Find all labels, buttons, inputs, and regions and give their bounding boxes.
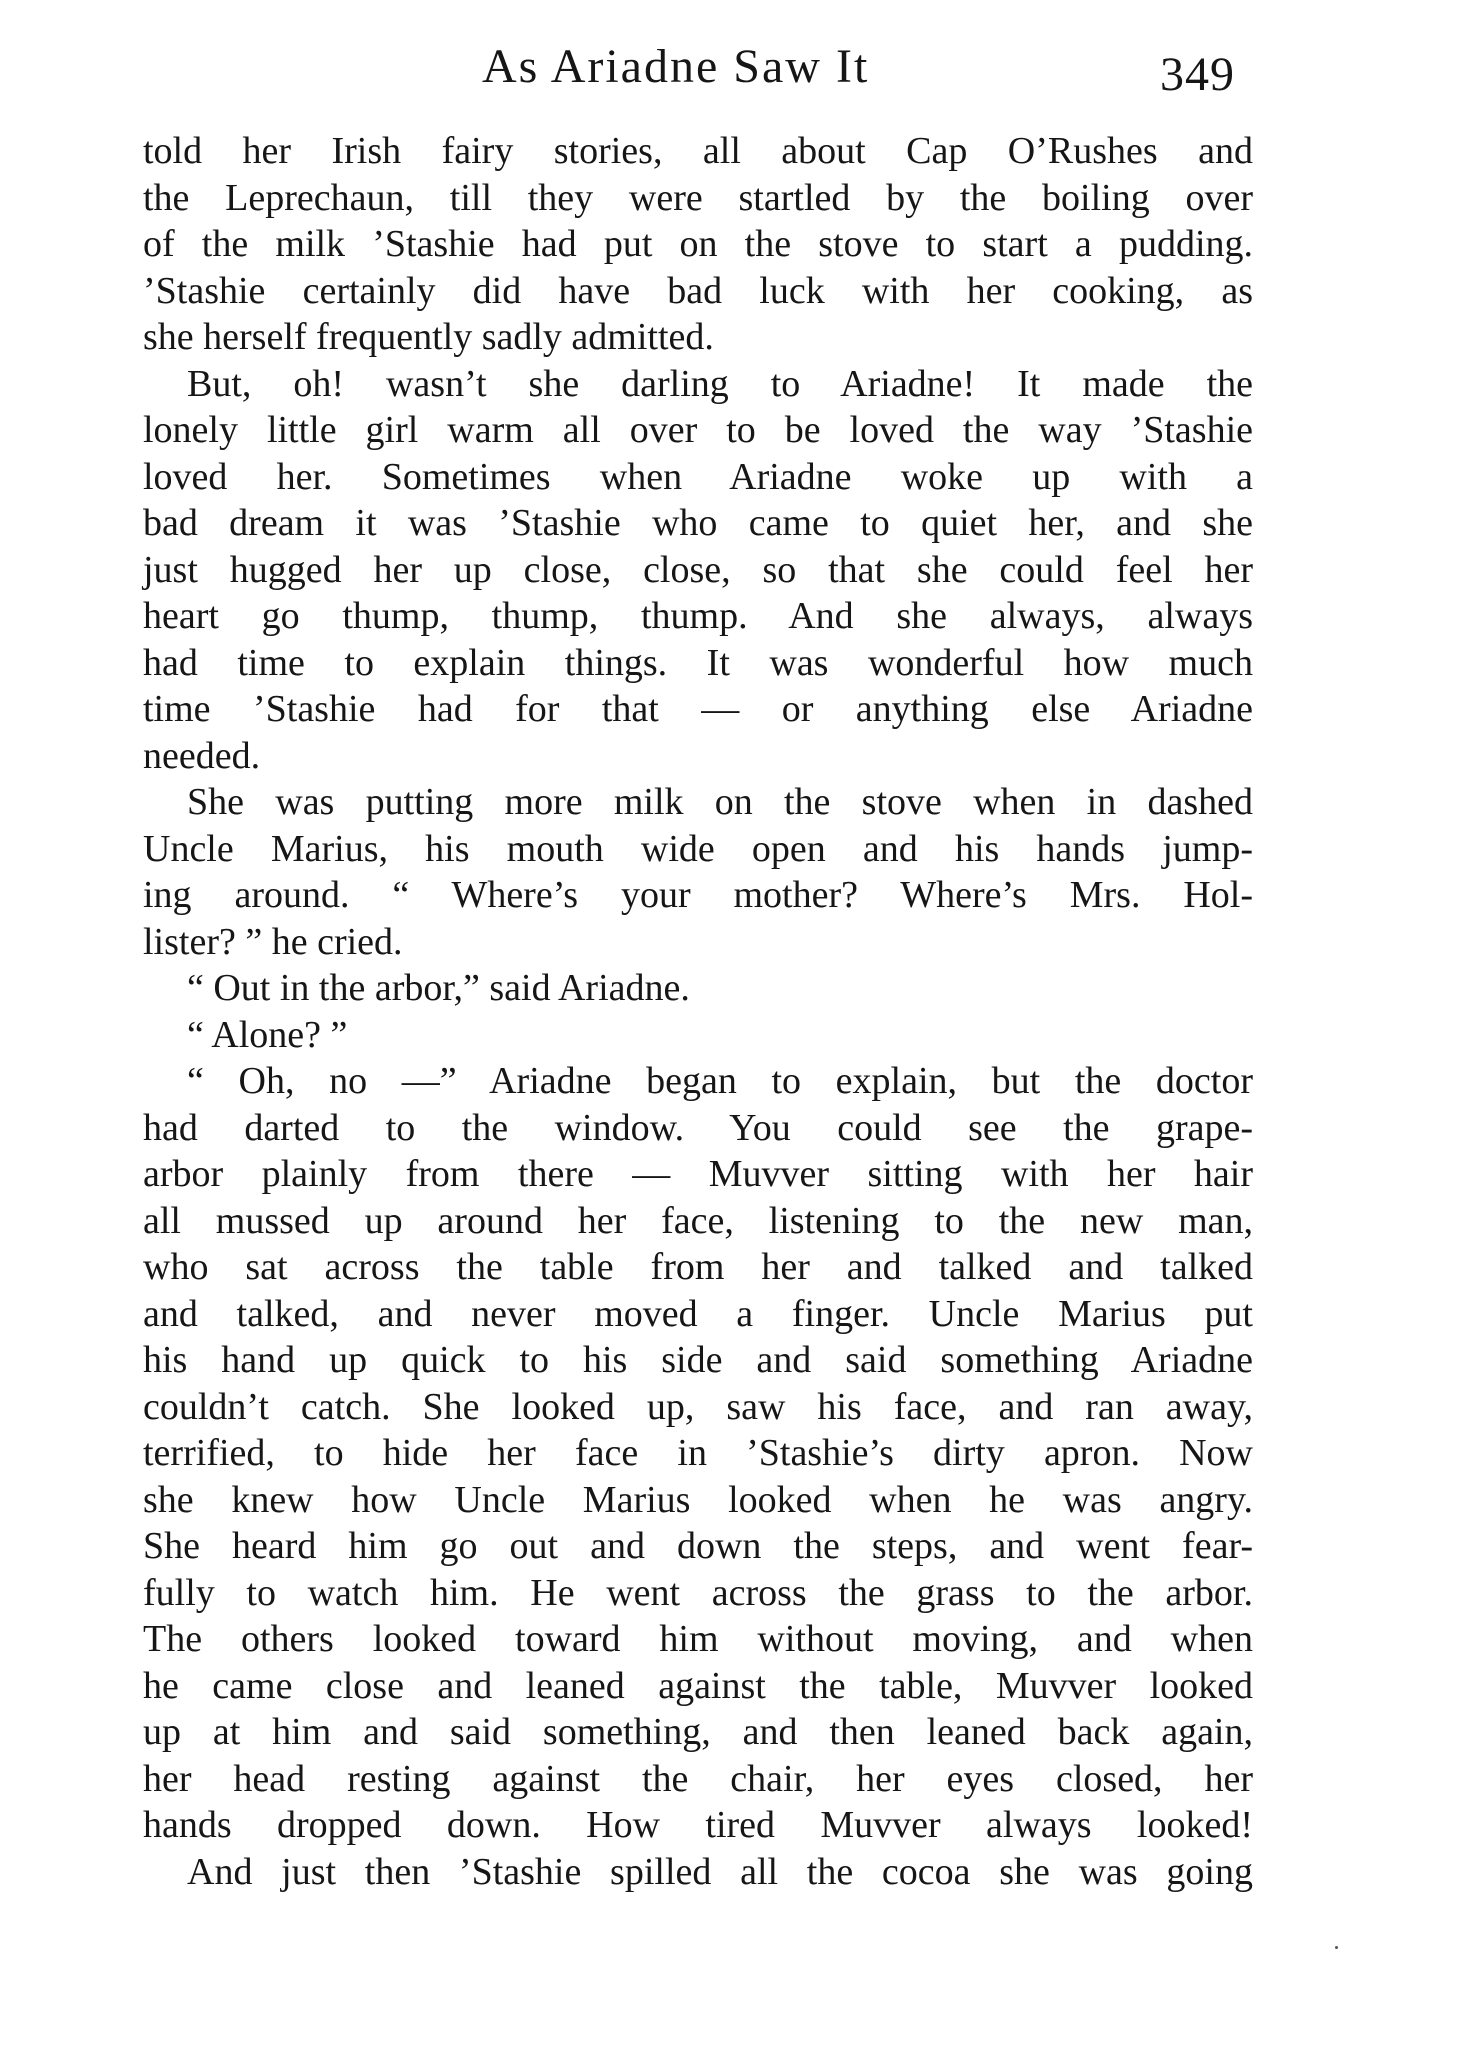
text-line: terrified, to hide her face in ’Stashie’s dirty apron. Now — [143, 1432, 1253, 1474]
text-line: who sat across the table from her and talked and talked — [143, 1246, 1253, 1288]
running-head — [0, 32, 1469, 102]
text-line: heart go thump, thump, thump. And she always, always — [143, 595, 1253, 637]
text-line: loved her. Sometimes when Ariadne woke up with a — [143, 455, 1253, 498]
text-line: “ Oh, no —” Ariadne began to explain, but the doctor — [187, 1060, 1253, 1102]
text-line: arbor plainly from there — Muvver sitting with her hair — [143, 1153, 1253, 1195]
text-line: of the milk ’Stashie had put on the stove to start a pudding. — [143, 223, 1253, 265]
text-line: “ Alone? ” — [187, 1013, 348, 1056]
text-line: ’Stashie certainly did have bad luck with her cooking, as — [143, 269, 1253, 312]
text-line: And just then ’Stashie spilled all the cocoa she was going — [187, 1850, 1253, 1893]
text-line: lister? ” he cried. — [143, 920, 403, 963]
text-line: hands dropped down. How tired Muvver always looked! — [143, 1804, 1253, 1846]
text-line: couldn’t catch. She looked up, saw his face, and ran away, — [143, 1385, 1253, 1428]
text-line: he came close and leaned against the table, Muvver looked — [143, 1664, 1253, 1707]
running-title: As Ariadne Saw It — [482, 40, 870, 93]
text-line: She heard him go out and down the steps, and went fear- — [143, 1525, 1253, 1567]
text-line: told her Irish fairy stories, all about Cap O’Rushes and — [143, 130, 1253, 172]
text-line: needed. — [143, 734, 261, 777]
text-line: fully to watch him. He went across the grass to the arbor. — [143, 1571, 1253, 1614]
text-line: ing around. “ Where’s your mother? Where’s Mrs. Hol- — [143, 874, 1253, 916]
text-line: Uncle Marius, his mouth wide open and his hands jump- — [143, 827, 1253, 870]
text-line: had darted to the window. You could see the grape- — [143, 1106, 1253, 1149]
text-line: She was putting more milk on the stove when in dashed — [187, 781, 1253, 823]
text-line: lonely little girl warm all over to be loved the way ’Stashie — [143, 409, 1253, 451]
text-line: time ’Stashie had for that — or anything else Ariadne — [143, 688, 1253, 730]
text-line: bad dream it was ’Stashie who came to quiet her, and she — [143, 502, 1253, 544]
text-line: The others looked toward him without moving, and when — [143, 1618, 1253, 1660]
text-line: But, oh! wasn’t she darling to Ariadne! It made the — [187, 362, 1253, 405]
text-line: all mussed up around her face, listening to the new man, — [143, 1199, 1253, 1242]
text-line: “ Out in the arbor,” said Ariadne. — [187, 967, 690, 1009]
text-line: had time to explain things. It was wonderful how much — [143, 641, 1253, 684]
body-text — [143, 128, 1253, 1895]
text-line: her head resting against the chair, her eyes closed, her — [143, 1757, 1253, 1800]
paper-speck — [1335, 1946, 1338, 1949]
text-line: she herself frequently sadly admitted. — [143, 316, 714, 358]
text-line: she knew how Uncle Marius looked when he was angry. — [143, 1478, 1253, 1521]
text-line: up at him and said something, and then leaned back again, — [143, 1711, 1253, 1753]
text-line: his hand up quick to his side and said something Ariadne — [143, 1339, 1253, 1381]
text-line: just hugged her up close, close, so that she could feel her — [143, 548, 1253, 591]
text-line: the Leprechaun, till they were startled by the boiling over — [143, 176, 1253, 219]
text-line: and talked, and never moved a finger. Uncle Marius put — [143, 1292, 1253, 1335]
page-number: 349 — [1160, 48, 1235, 101]
